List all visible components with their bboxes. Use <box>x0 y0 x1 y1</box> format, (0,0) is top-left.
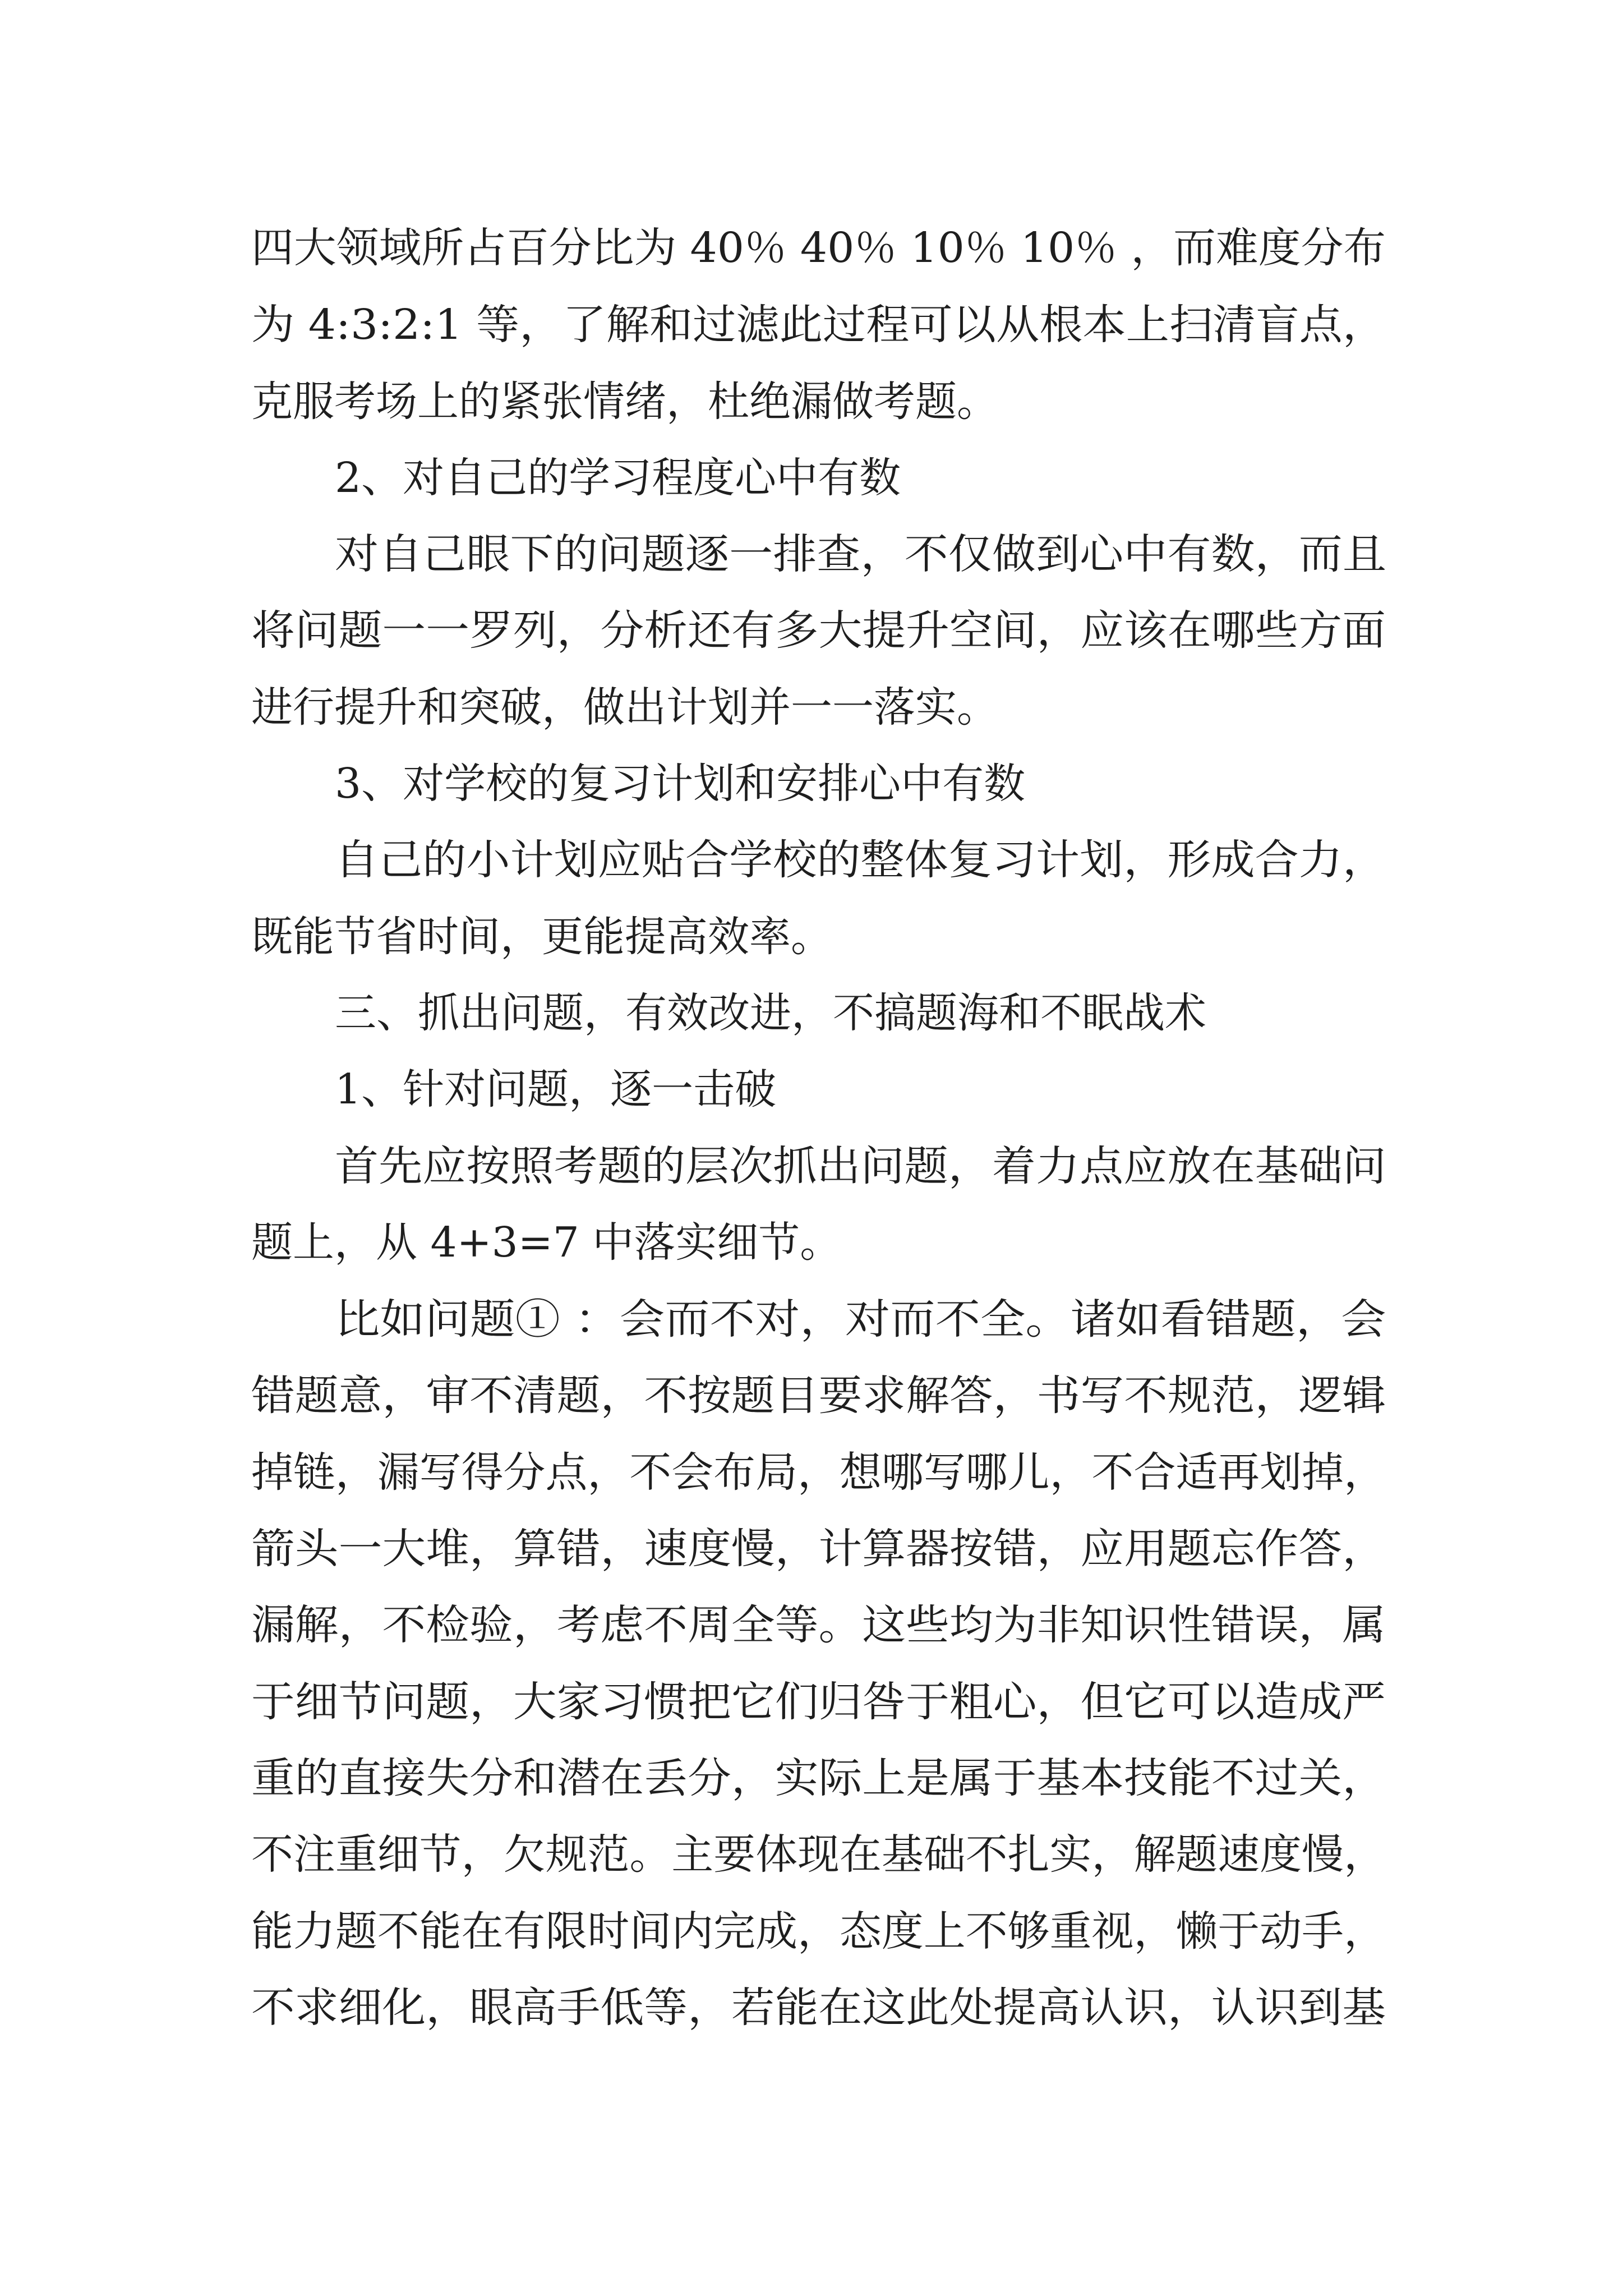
text-line: 自己的小计划应贴合学校的整体复习计划，形成合力， <box>335 836 1386 884</box>
text-line: 首先应按照考题的层次抓出问题，着力点应放在基础问 <box>335 1142 1386 1190</box>
text-line: 既能节省时间，更能提高效率。 <box>251 913 832 961</box>
text-line: 箭头一大堆，算错，速度慢，计算器按错，应用题忘作答， <box>251 1525 1386 1573</box>
text-line: 2、对自己的学习程度心中有数 <box>335 454 901 502</box>
text-line: 漏解，不检验，考虑不周全等。这些均为非知识性错误，属 <box>251 1601 1386 1649</box>
text-line: 克服考场上的紧张情绪，杜绝漏做考题。 <box>251 378 998 426</box>
text-line: 于细节问题，大家习惯把它们归咎于粗心，但它可以造成严 <box>251 1678 1386 1726</box>
text-line: 进行提升和突破，做出计划并一一落实。 <box>251 683 998 731</box>
text-line: 将问题一一罗列，分析还有多大提升空间，应该在哪些方面 <box>251 606 1386 655</box>
text-line: 比如问题① ：会而不对，对而不全。诸如看错题，会 <box>335 1295 1386 1343</box>
text-line: 为 4:3:2:1 等，了解和过滤此过程可以从根本上扫清盲点， <box>251 301 1386 349</box>
text-line: 不求细化，眼高手低等，若能在这此处提高认识，认识到基 <box>251 1984 1386 2032</box>
text-line: 三、抓出问题，有效改进，不搞题海和不眠战术 <box>335 989 1206 1037</box>
text-line: 对自己眼下的问题逐一排查，不仅做到心中有数，而且 <box>335 530 1386 578</box>
text-line: 题上，从 4+3=7 中落实细节。 <box>251 1218 842 1267</box>
text-line: 重的直接失分和潜在丢分，实际上是属于基本技能不过关， <box>251 1754 1386 1802</box>
text-line: 错题意，审不清题，不按题目要求解答，书写不规范，逻辑 <box>251 1372 1386 1420</box>
text-line: 掉链，漏写得分点，不会布局，想哪写哪儿，不合适再划掉， <box>251 1448 1386 1497</box>
text-line: 1、针对问题，逐一击破 <box>335 1065 777 1114</box>
text-line: 3、对学校的复习计划和安排心中有数 <box>335 760 1026 808</box>
text-line: 能力题不能在有限时间内完成，态度上不够重视，懒于动手， <box>251 1907 1386 1955</box>
text-line: 四大领域所占百分比为 40％ 40％ 10％ 10％ ，而难度分布 <box>251 224 1386 272</box>
text-line: 不注重细节，欠规范。主要体现在基础不扎实，解题速度慢， <box>251 1830 1386 1879</box>
